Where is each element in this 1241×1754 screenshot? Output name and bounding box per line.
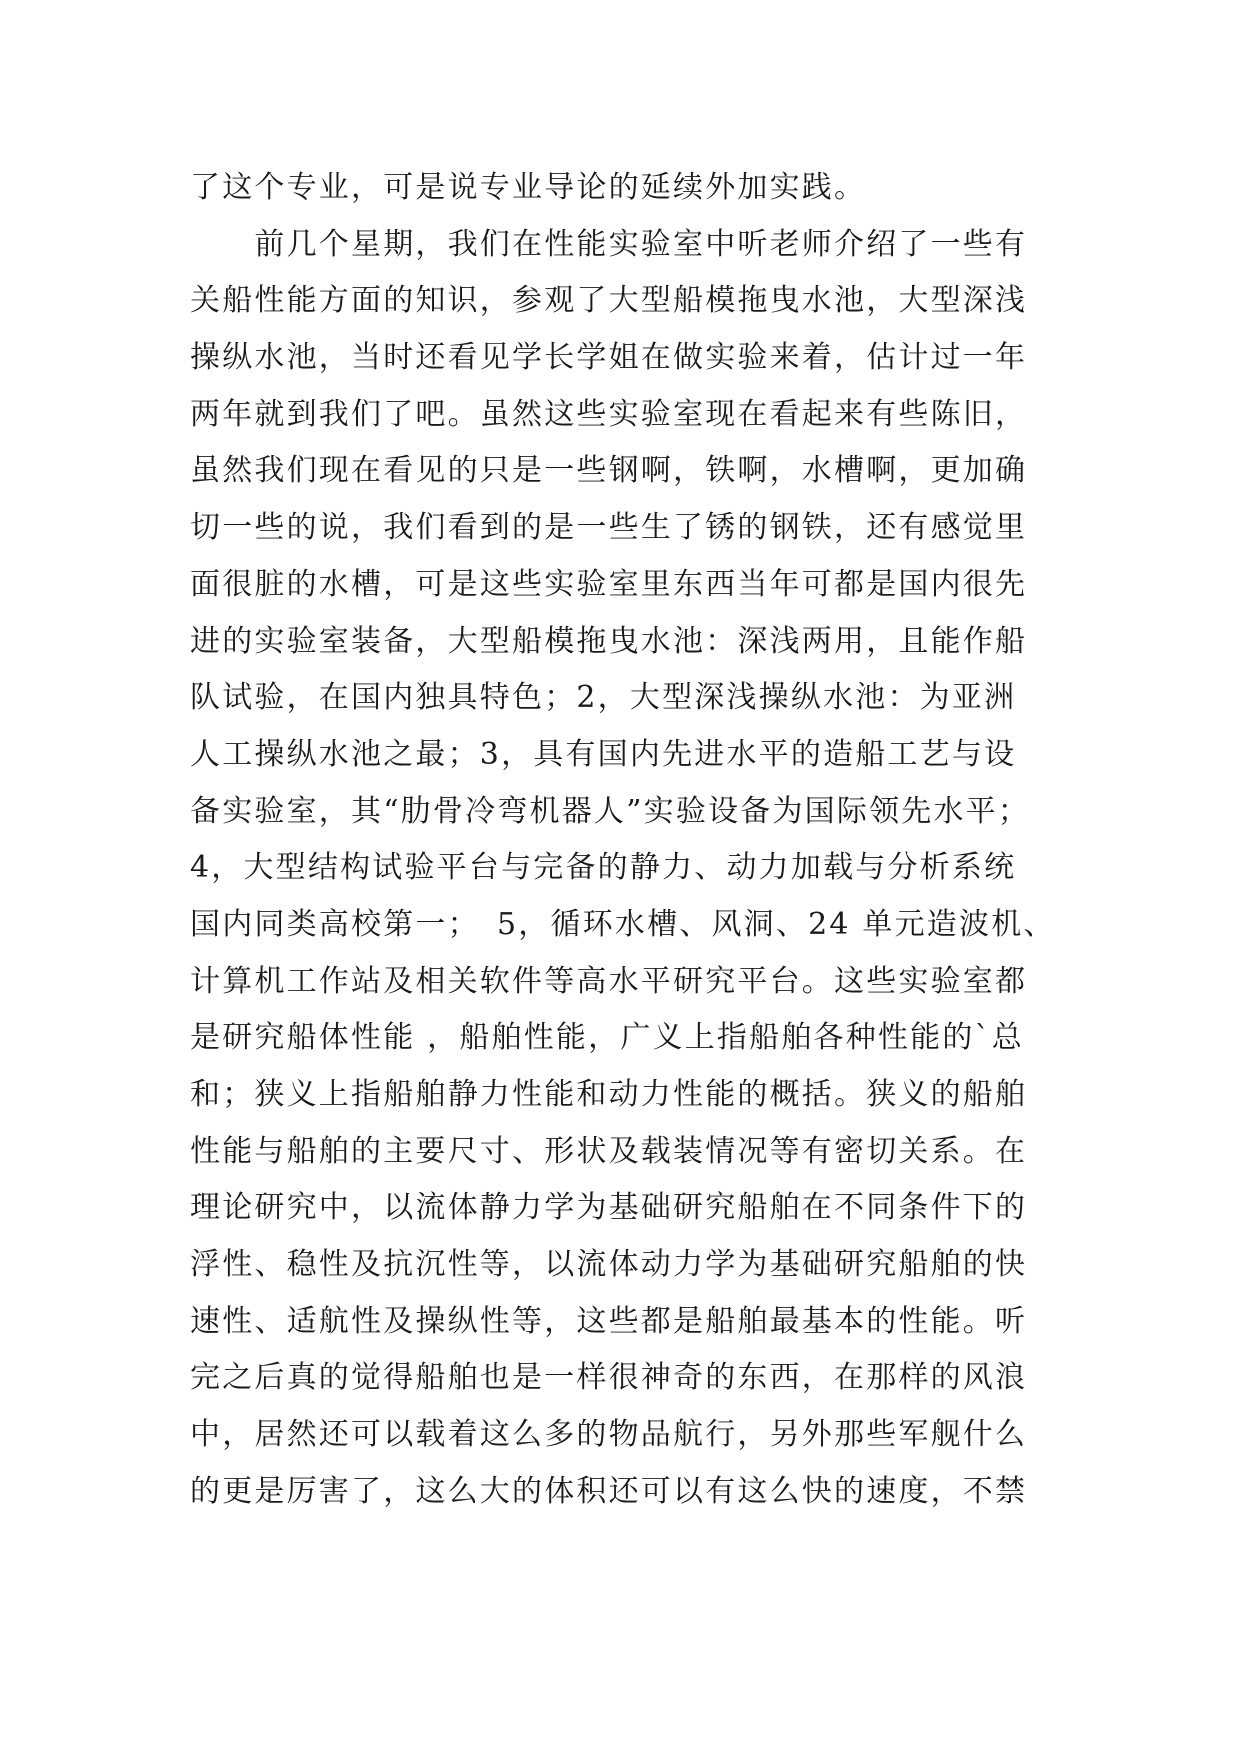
text-line: 切一些的说，我们看到的是一些生了锈的钢铁，还有感觉里 xyxy=(190,510,1028,546)
text-line: 速性、适航性及操纵性等，这些都是船舶最基本的性能。听 xyxy=(190,1303,1028,1339)
body-text xyxy=(190,160,1060,1577)
text-line: 中，居然还可以载着这么多的物品航行，另外那些军舰什么 xyxy=(190,1417,1028,1453)
text-line: 和；狭义上指船舶静力性能和动力性能的概括。狭义的船舶 xyxy=(190,1077,1028,1112)
text-line: 4，大型结构试验平台与完备的静力、动力加载与分析系统 xyxy=(190,850,1017,886)
paragraph-1 xyxy=(190,160,1060,217)
text-line: 浮性、稳性及抗沉性等，以流体动力学为基础研究船舶的快 xyxy=(190,1247,1028,1283)
text-line: 两年就到我们了吧。虽然这些实验室现在看起来有些陈旧， xyxy=(190,396,1028,432)
text-line: 进的实验室装备，大型船模拖曳水池：深浅两用，且能作船 xyxy=(190,623,1028,659)
text-line: 计算机工作站及相关软件等高水平研究平台。这些实验室都 xyxy=(190,963,1028,999)
text-line: 队试验，在国内独具特色；2，大型深浅操纵水池：为亚洲 xyxy=(190,680,1017,716)
text-line: 理论研究中，以流体静力学为基础研究船舶在不同条件下的 xyxy=(190,1190,1028,1226)
text-line: 面很脏的水槽，可是这些实验室里东西当年可都是国内很先 xyxy=(190,566,1028,602)
text-line xyxy=(190,1521,1060,1578)
text-line: 前几个星期，我们在性能实验室中听老师介绍了一些有 xyxy=(190,226,1028,262)
text-line: 人工操纵水池之最；3，具有国内先进水平的造船工艺与设 xyxy=(190,736,1017,772)
text-line: 了这个专业，可是说专业导论的延续外加实践。 xyxy=(190,170,867,205)
text-line: 关船性能方面的知识，参观了大型船模拖曳水池，大型深浅 xyxy=(190,283,1028,319)
text-line: 是研究船体性能 ，船舶性能，广义上指船舶各种性能的`总 xyxy=(190,1020,1024,1056)
text-line: 的更是厉害了，这么大的体积还可以有这么快的速度，不禁 xyxy=(190,1473,1028,1509)
text-line: 备实验室，其“肋骨冷弯机器人”实验设备为国际领先水平； xyxy=(190,793,1031,829)
paragraph-2 xyxy=(190,217,1060,1578)
text-line: 性能与船舶的主要尺寸、形状及载装情况等有密切关系。在 xyxy=(190,1133,1028,1169)
text-line: 操纵水池，当时还看见学长学姐在做实验来着，估计过一年 xyxy=(190,340,1028,376)
text-line: 国内同类高校第一； 5，循环水槽、风洞、24 单元造波机、 xyxy=(190,906,1056,942)
text-line: 虽然我们现在看见的只是一些钢啊，铁啊，水槽啊，更加确 xyxy=(190,453,1028,489)
text-line: 完之后真的觉得船舶也是一样很神奇的东西，在那样的风浪 xyxy=(190,1360,1028,1396)
